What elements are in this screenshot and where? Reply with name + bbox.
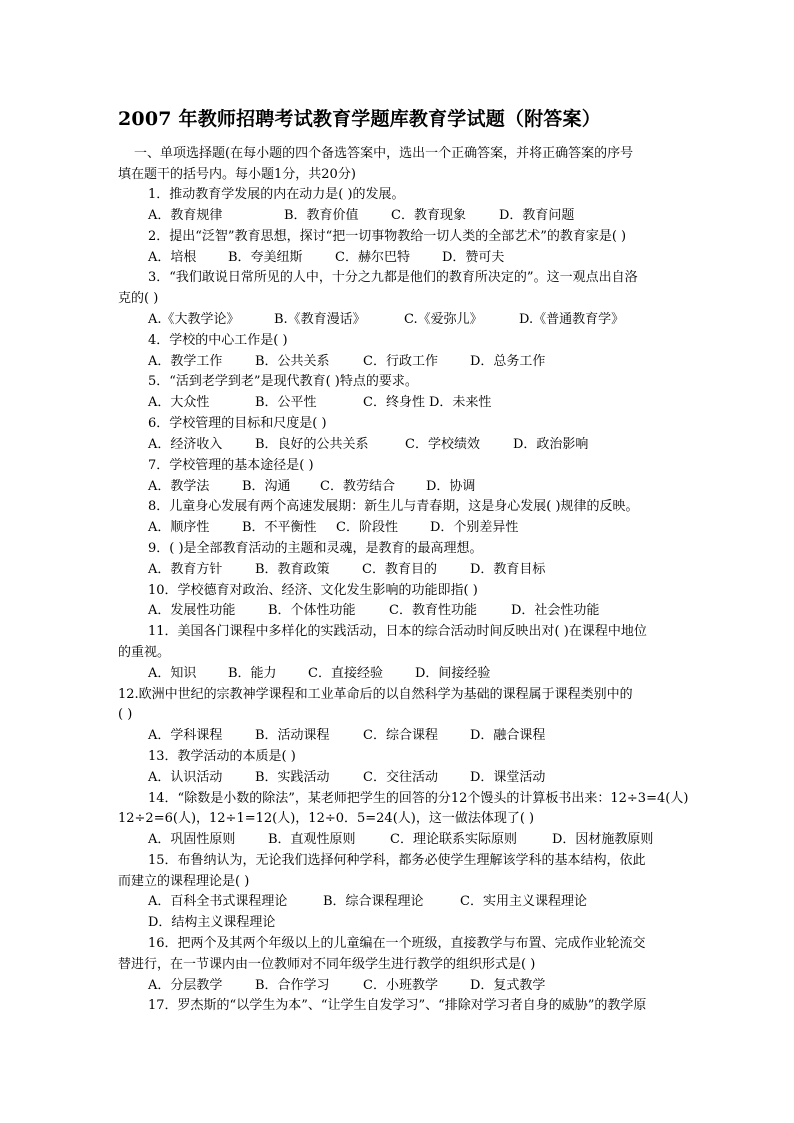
question-14-options bbox=[148, 832, 653, 848]
option-a: A．知识 bbox=[148, 666, 197, 681]
option-d: D．个别差异性 bbox=[430, 520, 519, 535]
question-8-stem: 8．儿童身心发展有两个高速发展期：新生儿与青春期，这是身心发展( )规律的反映。 bbox=[148, 499, 639, 514]
option-c: C．综合课程 bbox=[363, 728, 438, 743]
question-7-options bbox=[148, 479, 475, 495]
option-d: D．总务工作 bbox=[470, 354, 546, 369]
question-15-options bbox=[148, 894, 587, 910]
option-b: B．沟通 bbox=[242, 479, 291, 494]
option-c: C．终身性 bbox=[363, 395, 425, 410]
question-11-options bbox=[148, 666, 490, 682]
option-c: C．理论联系实际原则 bbox=[390, 832, 517, 847]
option-b: B.《教育漫话》 bbox=[274, 312, 366, 327]
option-c: C．教育现象 bbox=[391, 208, 466, 223]
question-1-stem: 1．推动教育学发展的内在动力是( )的发展。 bbox=[148, 187, 405, 202]
option-b: B．活动课程 bbox=[255, 728, 330, 743]
option-a: A．顺序性 bbox=[148, 520, 210, 535]
option-a: A．大众性 bbox=[148, 395, 210, 410]
question-4-options bbox=[148, 354, 545, 370]
option-a: A．认识活动 bbox=[148, 770, 223, 785]
question-13-options bbox=[148, 770, 545, 786]
option-c: C．小班教学 bbox=[363, 978, 438, 993]
question-4-stem: 4．学校的中心工作是( ) bbox=[148, 333, 288, 348]
option-c: C．教育目的 bbox=[362, 562, 437, 577]
option-b: B．能力 bbox=[228, 666, 277, 681]
option-d: D．政治影响 bbox=[513, 437, 589, 452]
option-d: D．协调 bbox=[426, 479, 476, 494]
question-12-stem-cont: ( ) bbox=[118, 707, 133, 722]
option-d: D．教育目标 bbox=[470, 562, 546, 577]
question-1-options bbox=[148, 208, 574, 224]
option-b: B．实践活动 bbox=[255, 770, 330, 785]
option-c: C．实用主义课程理论 bbox=[460, 894, 587, 909]
question-2-stem: 2．提出“泛智”教育思想，探讨“把一切事物教给一切人类的全部艺术”的教育家是( ) bbox=[148, 229, 627, 244]
option-c: C．行政工作 bbox=[363, 354, 438, 369]
option-a: A．教育规律 bbox=[148, 208, 223, 223]
option-a: A．培根 bbox=[148, 250, 197, 265]
option-b: B．公平性 bbox=[255, 395, 317, 410]
question-5-stem: 5．“活到老学到老”是现代教育( )特点的要求。 bbox=[148, 374, 418, 389]
option-c: C．交往活动 bbox=[363, 770, 438, 785]
question-14-stem-cont: 12÷2=6(人)，12÷1=12(人)，12÷0．5=24(人)，这一做法体现了( ) bbox=[118, 811, 535, 826]
option-d: D．教育问题 bbox=[499, 208, 575, 223]
option-c: C．直接经验 bbox=[308, 666, 383, 681]
option-b: B．直观性原则 bbox=[268, 832, 356, 847]
question-15-option-d: D．结构主义课程理论 bbox=[148, 915, 276, 930]
question-10-stem: 10．学校德育对政治、经济、文化发生影响的功能即指( ) bbox=[148, 583, 478, 598]
option-a: A.《大教学论》 bbox=[148, 312, 240, 327]
question-12-stem: 12.欧洲中世纪的宗教神学课程和工业革命后的以自然科学为基础的课程属于课程类别中的 bbox=[118, 687, 633, 702]
option-b: B．夸美纽斯 bbox=[228, 250, 303, 265]
option-d: D．复式教学 bbox=[470, 978, 546, 993]
question-8-options bbox=[148, 520, 518, 536]
question-11-stem: 11．美国各门课程中多样化的实践活动，日本的综合活动时间反映出对( )在课程中地位 bbox=[148, 624, 647, 639]
option-a: A．教育方针 bbox=[148, 562, 223, 577]
question-12-options bbox=[148, 728, 545, 744]
option-d: D.《普通教育学》 bbox=[519, 312, 625, 327]
question-16-options bbox=[148, 978, 545, 994]
option-b: B．教育价值 bbox=[284, 208, 359, 223]
option-d: D．赞可夫 bbox=[442, 250, 505, 265]
option-c: C．教育性功能 bbox=[389, 603, 477, 618]
question-16-stem-cont: 替进行，在一节课内由一位教师对不同年级学生进行教学的组织形式是( ) bbox=[118, 957, 536, 972]
option-b: B．综合课程理论 bbox=[323, 894, 424, 909]
question-3-stem: 3．“我们敢说日常所见的人中，十分之九都是他们的教育所决定的”。这一观点出自洛 bbox=[148, 270, 638, 285]
question-10-options bbox=[148, 603, 599, 619]
option-a: A．百科全书式课程理论 bbox=[148, 894, 288, 909]
option-d: D．社会性功能 bbox=[511, 603, 600, 618]
question-3-stem-cont: 克的( ) bbox=[118, 291, 159, 306]
question-13-stem: 13．教学活动的本质是( ) bbox=[148, 749, 296, 764]
option-a: A．教学法 bbox=[148, 479, 210, 494]
question-6-stem: 6．学校管理的目标和尺度是( ) bbox=[148, 416, 327, 431]
option-d: D．课堂活动 bbox=[470, 770, 546, 785]
question-6-options bbox=[148, 437, 588, 453]
section-instruction-line-2: 填在题干的括号内。每小题1分，共20分) bbox=[118, 167, 356, 182]
option-b: B．不平衡性 bbox=[242, 520, 317, 535]
option-b: B．公共关系 bbox=[255, 354, 330, 369]
option-c: C．学校绩效 bbox=[405, 437, 480, 452]
option-c: C．教劳结合 bbox=[320, 479, 395, 494]
option-b: B．合作学习 bbox=[255, 978, 330, 993]
option-b: B．个体性功能 bbox=[268, 603, 356, 618]
option-a: A．经济收入 bbox=[148, 437, 223, 452]
question-2-options bbox=[148, 250, 504, 266]
option-d: D．间接经验 bbox=[415, 666, 491, 681]
question-5-options bbox=[148, 395, 491, 411]
page-title: 2007 年教师招聘考试教育学题库教育学试题（附答案） bbox=[118, 108, 601, 130]
question-7-stem: 7．学校管理的基本途径是( ) bbox=[148, 458, 314, 473]
option-a: A．学科课程 bbox=[148, 728, 223, 743]
option-d: D．因材施教原则 bbox=[552, 832, 654, 847]
question-9-stem: 9．( )是全部教育活动的主题和灵魂，是教育的最高理想。 bbox=[148, 541, 483, 556]
question-14-stem: 14．“除数是小数的除法”，某老师把学生的回答的分12个馒头的计算板书出来：12÷3=4(人) bbox=[148, 791, 689, 806]
option-c: C．赫尔巴特 bbox=[335, 250, 410, 265]
question-15-stem: 15．布鲁纳认为，无论我们选择何种学科，都务必使学生理解该学科的基本结构，依此 bbox=[148, 853, 646, 868]
question-9-options bbox=[148, 562, 545, 578]
option-b: B．教育政策 bbox=[255, 562, 330, 577]
option-a: A．教学工作 bbox=[148, 354, 223, 369]
option-a: A．分层教学 bbox=[148, 978, 223, 993]
question-16-stem: 16．把两个及其两个年级以上的儿童编在一个班级，直接教学与布置、完成作业轮流交 bbox=[148, 936, 646, 951]
question-11-stem-cont: 的重视。 bbox=[118, 645, 171, 660]
section-instruction-line-1: 一、单项选择题(在每小题的四个备选答案中，选出一个正确答案，并将正确答案的序号 bbox=[134, 146, 634, 161]
option-a: A．发展性功能 bbox=[148, 603, 236, 618]
option-a: A．巩固性原则 bbox=[148, 832, 236, 847]
option-c: C.《爱弥儿》 bbox=[404, 312, 483, 327]
option-b: B．良好的公共关系 bbox=[255, 437, 369, 452]
option-d: D．融合课程 bbox=[470, 728, 546, 743]
question-3-options bbox=[148, 312, 624, 328]
question-15-stem-cont: 而建立的课程理论是( ) bbox=[118, 874, 250, 889]
option-c: C．阶段性 bbox=[336, 520, 398, 535]
option-d: D．未来性 bbox=[429, 395, 492, 410]
question-17-stem: 17．罗杰斯的“以学生为本”、“让学生自发学习”、“排除对学习者自身的威胁”的教学原 bbox=[148, 998, 647, 1013]
